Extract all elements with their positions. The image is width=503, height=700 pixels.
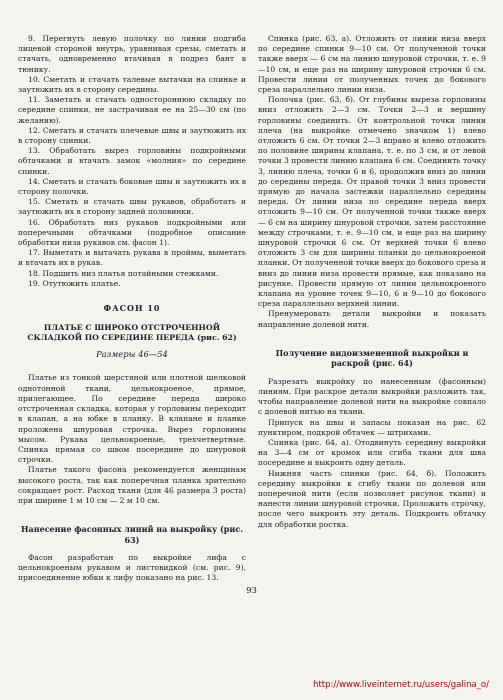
sizes-label: Размеры 46—54 — [96, 349, 168, 360]
modified-pattern-subheading: Получение видоизмененной выкройки и раскрой (рис. 64) — [275, 347, 469, 369]
list-item: 10. Сметать и стачать талевые вытачки на спинке и заутюжить их в сторону середины. — [18, 74, 246, 95]
list-item: 9. Перегнуть левую полочку по линии подгиба лицевой стороной внутрь, уравнивая срезы, сметать и стачать, одновременно втачивая в подрез бант в тюнику. — [18, 34, 246, 74]
page-number: 93 — [246, 586, 257, 596]
list-item: 13. Обработать вырез горловины подкройными обтачками и втачать замок «молния» по середине спинки. — [18, 146, 246, 176]
description-paragraph: Платье из тонкой шерстяной или плотной шелковой однотонной ткани, цельнокроеное, прямое, прилегающее. По середине переда широко отстроченная складка, которая у горловины переходит в клапан, а на юбке в планку. В клапане и планке проложена шнуровая строчка. Вырез горловины мысом. Рукава цельнокроеные, трехчетвертные. Спинка прямая со швом посередине до шнуровой строчки. — [18, 373, 246, 465]
right-column — [258, 34, 486, 530]
back-paragraph: Спинка (рис. 63, а). Отложить от линии низа вверх по середине спинки 9—10 см. От полученной точки также вверх — 6 см на линию шнуровой строчки, т. е. 9—10 см, и еще раз на ширину шнуровой строчки 6 см. Провести линии от полученных точек до бокового среза параллельно линии низа. — [258, 34, 486, 95]
list-item: 12. Сметать и стачать плечевые швы и заутюжить их в сторону спинки. — [18, 125, 246, 146]
pattern-paragraph: Фасон разработан по выкройке лифа с цельнокроеным рукавом и листовидкой (см. рис. 9), присоединение юбки к лифу показано на рис. 13. — [18, 552, 246, 583]
left-column — [18, 34, 246, 584]
fason-subtitle: ПЛАТЬЕ С ШИРОКО ОТСТРОЧЕННОЙ СКЛАДКОЙ ПО СЕРЕДИНЕ ПЕРЕДА (рис. 62) — [27, 323, 237, 343]
pattern-subheading: Нанесение фасонных линий на выкройку (рис. 63) — [21, 524, 243, 545]
list-item: 11. Заметать и стачать одностороннюю складку по середине спинки, не застрачивая ее на 25—30 см (по желанию). — [18, 95, 246, 125]
front-paragraph: Полочка (рис. 63, б). От глубины выреза горловины вниз отложить 2—3 см. Точки 2—3 и вершину горловины соединить. От контрольной точки линии плеча (на выкройке отмечено значком 1) влево отложить 6 см. От точки 2—3 вправо и влево отложить по половине ширины клапана, т. е. по 3 см, и от левой точки 3 провести линию клапана 6 см. Соединить точку 3, линию плеча, точки 6 и 6, продолжив вниз до линии до середины переда. От правой точки 3 вниз провести прямую до начала застежки параллельно середины переда. От линии низа по середине переда вверх отложить 9—10 см. От полученной точки также вверх — 6 см на ширину шнуровой строчки, затем расстояние между строчками, т. е. 9—10 см, и еще раз на ширину шнуровой строчки 6 см. От верхней точки 6 влево отложить 3 см для ширины планки до цельнокроеной планки. От полученной точки вверх до бокового среза и вниз до линии низа провести прямые, как показано на рисунке. Провести прямую от линии цельнокроеного клапана на уровне точек 9—10, 6 и 9—10 до бокового среза параллельно верхней линии. — [258, 95, 486, 309]
list-item: 17. Выметать и вытачать рукава в проймы, выметать и втачать их в рукав. — [18, 248, 246, 268]
watermark-link[interactable]: http://www.liveinternet.ru/users/galina_o/ — [313, 680, 489, 690]
description-paragraph: Платье такого фасона рекомендуется женщинам высокого роста, так как поперечная планка зрительно сокращает рост. Расход ткани (для 46 размера 3 роста) при ширине 1 м 10 см — 2 м 10 см. — [18, 465, 246, 505]
cut-paragraph: Припуск на швы и запасы показан на рис. 62 пунктиром, подкрой обтачек — штрихами. — [258, 417, 486, 437]
numbering-paragraph: Пренумеровать детали выкройки и показать направление долевой нити. — [258, 309, 486, 329]
list-item: 19. Отутюжить платье. — [28, 278, 121, 288]
list-item: 16. Обработать низ рукавов подкройными или поперечными обтачками (подробное описание обработки низа рукавов см. фасон 1). — [18, 217, 246, 248]
cut-paragraph: Разрезать выкройку по нанесенным (фасонным) линиям. При раскрое детали выкройки разложить так, чтобы направление долевой нити на выкройке совпало с долевой нитью на ткани. — [258, 376, 486, 417]
list-item: 18. Подшить низ платья потайными стежками. — [28, 268, 219, 278]
fason-title: ФАСОН 10 — [103, 303, 161, 314]
list-item: 14. Сметать и стачать боковые швы и заутюжить их в сторону полочки. — [18, 176, 246, 197]
cut-paragraph: Нижняя часть спинки (рис. 64, б). Положить середину выкройки к сгибу ткани по долевой или поперечной нити (если позволяет рисунок ткани) и нанести линии шнуровой строчки. Проложить строчку, после чего выкроить эту деталь. Подкроить обтачку для обработки ростка. — [258, 468, 486, 529]
cut-paragraph: Спинка (рис. 64, а). Отодвинуть середину выкройки на 3—4 см от кромок или сгиба ткани для шва посередине и выкроить одну деталь. — [258, 437, 486, 468]
list-item: 15. Сметать и стачать швы рукавов, обработать и заутюжить их в сторону задней половинки. — [18, 197, 246, 217]
